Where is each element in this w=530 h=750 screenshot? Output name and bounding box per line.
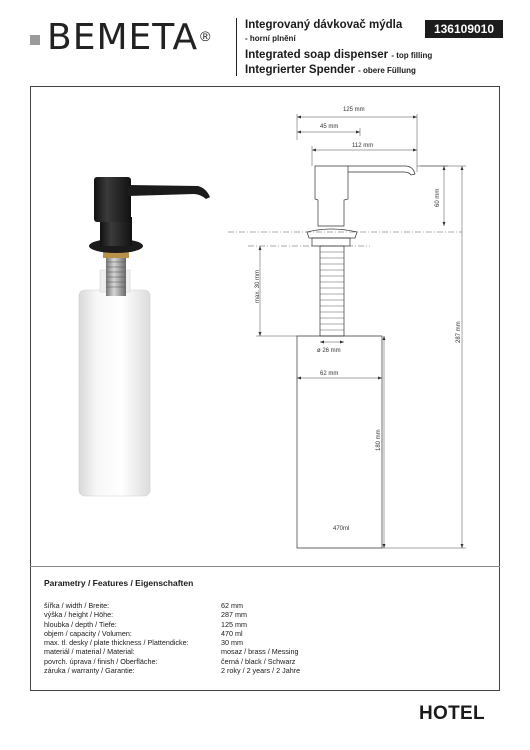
- dim-bottle-width: 62 mm: [320, 371, 339, 377]
- drawing-bottle: [297, 336, 382, 548]
- drawing-thread-lines: [320, 252, 344, 330]
- dim-total-width: 125 mm: [343, 107, 365, 113]
- param-row-plate: [44, 638, 300, 647]
- param-value: 30 mm: [221, 638, 243, 648]
- subtitle-cz: - horní plnění: [245, 34, 296, 43]
- param-row-capacity: [44, 629, 300, 638]
- param-value: 62 mm: [221, 601, 243, 610]
- registered-mark: ®: [200, 28, 211, 44]
- drawing-head: [315, 166, 348, 226]
- param-label: objem / capacity / Volumen:: [44, 628, 132, 638]
- param-value: 470 ml: [221, 628, 243, 638]
- param-value: 287 mm: [221, 610, 247, 620]
- dim-spout-length: 112 mm: [352, 143, 374, 149]
- dim-bottle-height: 180 mm: [376, 429, 382, 451]
- drawing-flange: [307, 229, 357, 238]
- param-value: černá / black / Schwarz: [221, 656, 296, 666]
- dim-head-height: 60 mm: [435, 188, 441, 207]
- technical-drawing: [297, 166, 415, 548]
- param-row-depth: [44, 620, 300, 629]
- param-row-warranty: [44, 666, 300, 675]
- dimension-lines: [256, 114, 466, 548]
- param-label: hloubka / depth / Tiefe:: [44, 619, 117, 629]
- param-label: záruka / warranty / Garantie:: [44, 666, 135, 676]
- param-row-width: [44, 601, 300, 610]
- param-value: 125 mm: [221, 619, 247, 629]
- brand-name: BEMETA: [47, 17, 199, 58]
- param-value: mosaz / brass / Messing: [221, 647, 299, 657]
- photo-bottle: [79, 290, 150, 496]
- param-row-material: [44, 647, 300, 656]
- title-cz: Integrovaný dávkovač mýdla: [245, 19, 403, 31]
- drawing-thread: [320, 246, 344, 336]
- drawing-spout: [348, 166, 415, 175]
- parameters-table: [44, 601, 300, 675]
- photo-spout: [128, 185, 210, 199]
- plate-lines: [228, 232, 462, 246]
- param-label: výška / height / Höhe:: [44, 610, 114, 620]
- product-code-badge: 136109010: [425, 20, 503, 38]
- param-label: materiál / material / Material:: [44, 647, 135, 657]
- dim-thread-diameter: ø 26 mm: [317, 348, 341, 354]
- title-en: Integrated soap dispenser: [245, 49, 389, 61]
- param-row-finish: [44, 657, 300, 666]
- subtitle-de: - obere Füllung: [358, 66, 416, 75]
- param-label: max. tl. desky / plate thickness / Plattendicke:: [44, 638, 189, 648]
- param-value: 2 roky / 2 years / 2 Jahre: [221, 666, 301, 676]
- product-photo: [79, 177, 210, 496]
- subtitle-en: - top filling: [391, 51, 433, 60]
- param-row-height: [44, 610, 300, 619]
- parameters-heading: Parametry / Features / Eigenschaften: [44, 578, 194, 588]
- bottle-volume-label: 470ml: [333, 526, 350, 532]
- dim-base-width: 45 mm: [320, 124, 339, 130]
- dim-total-height: 287 mm: [456, 321, 462, 343]
- title-de: Integrierter Spender: [245, 64, 355, 76]
- category-label: HOTEL: [419, 703, 485, 724]
- param-label: povrch. úprava / finish / Oberfläche:: [44, 656, 158, 666]
- photo-head: [94, 177, 131, 222]
- param-label: šířka / width / Breite:: [44, 601, 110, 610]
- dimension-arrows: [259, 116, 464, 549]
- dim-plate-thickness: max. 30 mm: [255, 269, 261, 303]
- drawing-nut: [312, 238, 350, 246]
